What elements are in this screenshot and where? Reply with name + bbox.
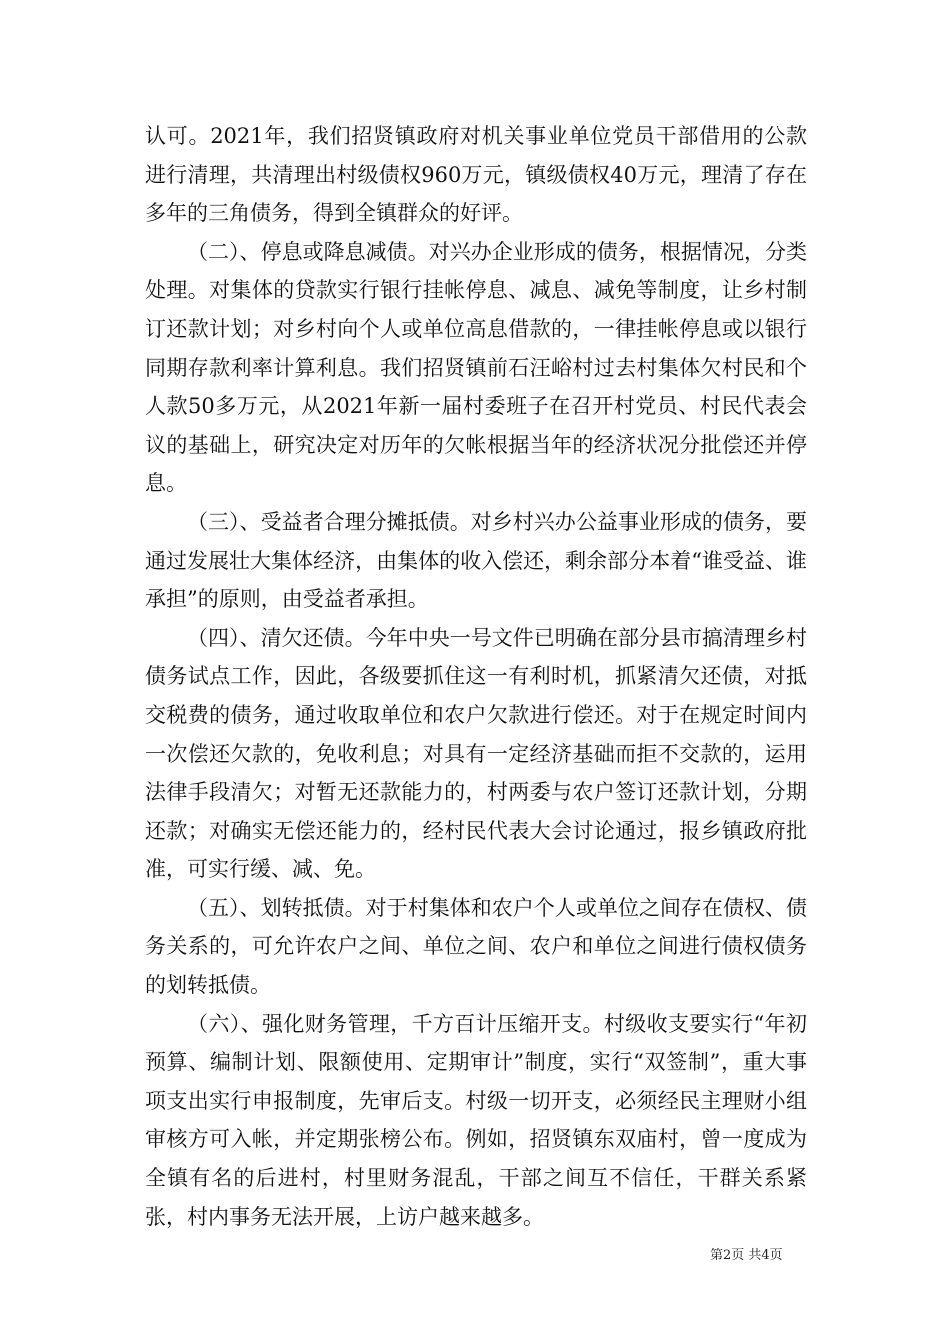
paragraph-1: 认可。2021年，我们招贤镇政府对机关事业单位党员干部借用的公款进行清理，共清理出村级债权960万元，镇级债权40万元，理清了存在多年的三角债务，得到全镇群众的好评。 <box>145 124 807 226</box>
paragraph-2: （二）、停息或降息减债。对兴办企业形成的债务，根据情况，分类处理。对集体的贷款实行银行挂帐停息、减息、减免等制度，让乡村制订还款计划；对乡村向个人或单位高息借款的，一律挂帐停息或以银行同期存款利率计算利息。我们招贤镇前石汪峪村过去村集体欠村民和个人款50多万元，从2021年新一届村委班子在召开村党员、村民代表会议的基础上，研究决定对历年的欠帐根据当年的经济状况分批偿还并停息。 <box>145 239 807 496</box>
paragraph-4: （四）、清欠还债。今年中央一号文件已明确在部分县市搞清理乡村债务试点工作，因此，各级要抓住这一有利时机，抓紧清欠还债，对抵交税费的债务，通过收取单位和农户欠款进行偿还。对于在规定时间内一次偿还欠款的，免收利息；对具有一定经济基础而拒不交款的，运用法律手段清欠；对暂无还款能力的，村两委与农户签订还款计划，分期还款；对确实无偿还能力的，经村民代表大会讨论通过，报乡镇政府批准，可实行缓、减、免。 <box>145 625 807 882</box>
paragraph-3: （三）、受益者合理分摊抵债。对乡村兴办公益事业形成的债务，要通过发展壮大集体经济，由集体的收入偿还，剩余部分本着“谁受益、谁承担”的原则，由受益者承担。 <box>145 509 807 612</box>
paragraph-5: （五）、划转抵债。对于村集体和农户个人或单位之间存在债权、债务关系的，可允许农户之间、单位之间、农户和单位之间进行债权债务的划转抵债。 <box>145 895 807 998</box>
paragraph-6: （六）、强化财务管理，千方百计压缩开支。村级收支要实行“年初预算、编制计划、限额使用、定期审计”制度，实行“双签制”，重大事项支出实行申报制度，先审后支。村级一切开支，必须经民主理财小组审核方可入帐，并定期张榜公布。例如，招贤镇东双庙村，曾一度成为全镇有名的后进村，村里财务混乱，干部之间互不信任，干群关系紧张，村内事务无法开展，上访户越来越多。 <box>145 1011 807 1229</box>
document-body <box>145 117 807 1236</box>
page-number-footer: 第2页 共4页 <box>710 1248 783 1263</box>
